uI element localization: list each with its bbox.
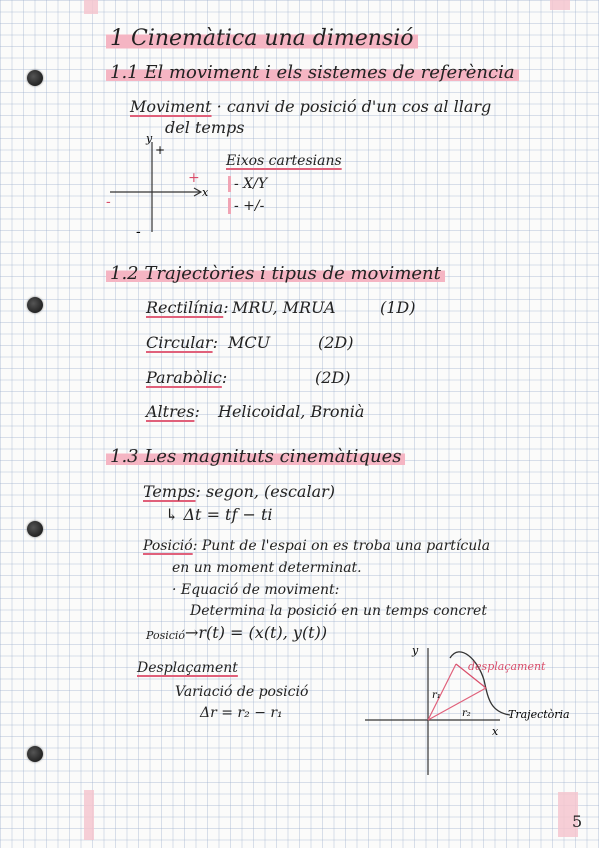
temps-term: Temps [143, 482, 196, 501]
trajectory-row-rectilinia: Rectilínia: [146, 298, 229, 317]
desplacament-term: Desplaçament [137, 660, 238, 676]
moviment-definition-line2: del temps [165, 118, 245, 137]
trajectory-row-altres-value: Helicoidal, Bronià [218, 402, 365, 421]
moviment-definition-line1: canvi de posició d'un cos al llarg [226, 97, 492, 116]
binder-hole [27, 70, 43, 86]
section-heading-1-1: 1.1 El moviment i els sistemes de referència [106, 62, 519, 83]
posicio-formula: →r(t) = (x(t), y(t)) [185, 623, 328, 642]
page-number: 5 [572, 812, 583, 831]
trajectory-row-circular-dim: (2D) [318, 333, 354, 352]
r1-label: r₁ [432, 690, 441, 701]
trajectory-label: Trajectòria [508, 708, 570, 721]
corner-tab [84, 790, 94, 840]
position-vectors-graph [360, 640, 580, 780]
temps-value: : segon, (escalar) [195, 482, 336, 501]
equacio-text: Determina la posició en un temps concret [190, 603, 487, 619]
trajectory-row-altres: Altres: [146, 402, 200, 421]
corner-tab [550, 0, 570, 10]
equacio-label: · Equació de moviment: [172, 582, 340, 598]
displacement-label: desplaçament [468, 660, 546, 673]
trajectory-row-rectilinia-value: MRU, MRUA [232, 298, 336, 317]
x-minus-label: - [106, 194, 111, 210]
posicio-small-label: Posició [146, 629, 186, 642]
graph-y-label: y [412, 644, 419, 657]
moviment-definition: Moviment · canvi de posició d'un cos al llarg [130, 97, 492, 116]
r2-label: r₂ [462, 708, 471, 719]
y-minus-label: - [136, 224, 141, 240]
section-heading-1-3: 1.3 Les magnituts cinemàtiques [106, 446, 405, 467]
binder-hole [27, 746, 43, 762]
axes-item-2: - +/- [228, 198, 264, 214]
binder-hole [27, 297, 43, 313]
binder-hole [27, 521, 43, 537]
graph-x-label: x [492, 725, 499, 738]
posicio-line [143, 538, 490, 554]
moviment-term: Moviment [130, 97, 212, 116]
temps-line [143, 482, 335, 501]
section-heading-1-2: 1.2 Trajectòries i tipus de moviment [106, 263, 445, 284]
y-axis-label: y [146, 132, 153, 145]
trajectory-row-rectilinia-dim: (1D) [380, 298, 416, 317]
x-axis-label: x [202, 186, 209, 199]
x-plus-label: + [188, 170, 200, 186]
desplacament-text: Variació de posició [175, 684, 309, 700]
desplacament-formula: Δr = r₂ − r₁ [200, 705, 283, 721]
posicio-line1: : Punt de l'espai on es troba una partícula [192, 538, 491, 554]
temps-formula: ↳ Δt = tf − ti [165, 505, 273, 524]
cartesian-axes-sketch [100, 132, 220, 242]
trajectory-row-circular-value: MCU [228, 333, 271, 352]
trajectory-row-parabolic-dim: (2D) [315, 368, 351, 387]
trajectory-row-circular: Circular: [146, 333, 218, 352]
y-plus-label: + [155, 143, 166, 157]
trajectory-row-parabolic: Parabòlic: [146, 368, 228, 387]
posicio-term: Posició [143, 538, 193, 554]
posicio-line2: en un moment determinat. [172, 560, 362, 576]
corner-tab [84, 0, 98, 14]
axes-title: Eixos cartesians [226, 153, 342, 169]
axes-item-1: - X/Y [228, 176, 267, 192]
page-title: 1 Cinemàtica una dimensió [106, 26, 418, 51]
